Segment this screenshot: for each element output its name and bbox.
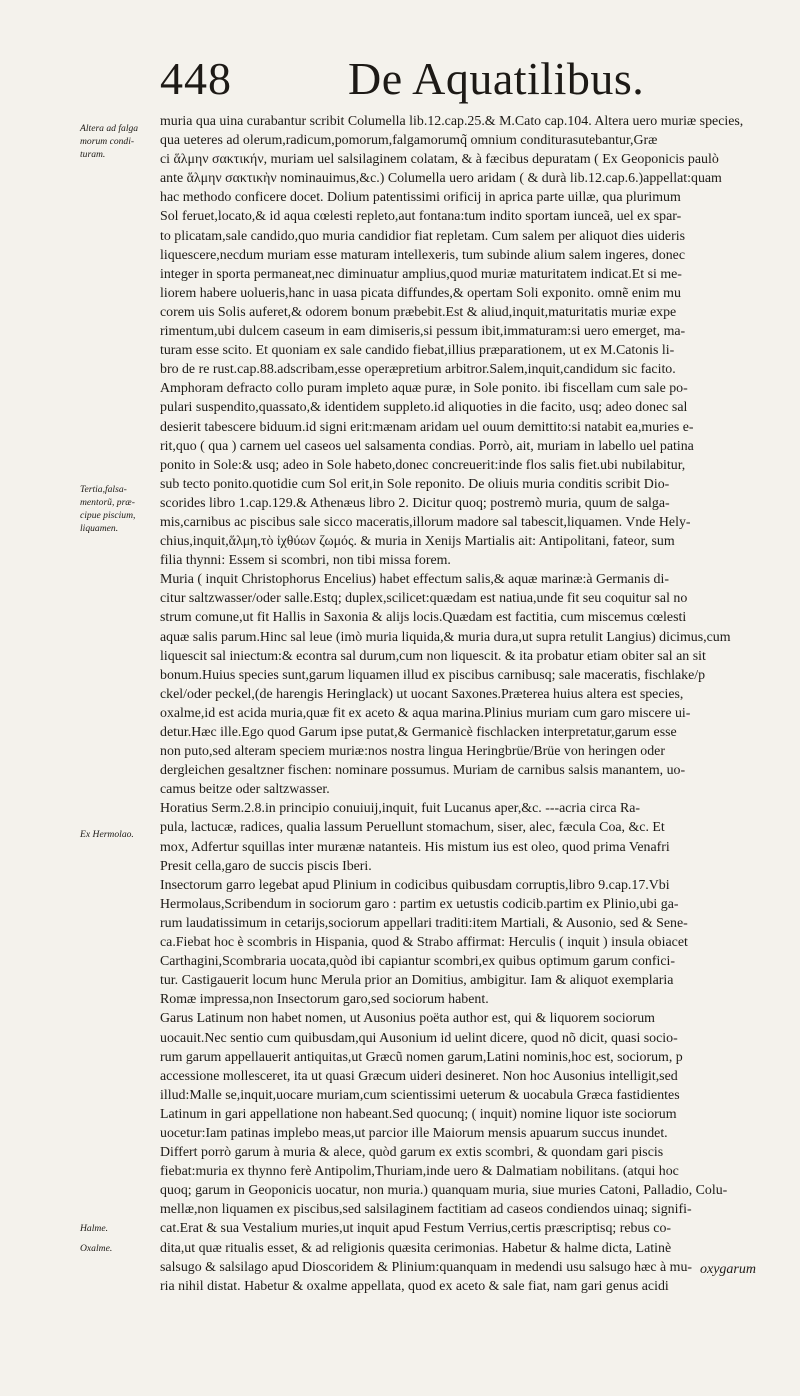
text-line: qua ueteres ad olerum,radicum,pomorum,falgamorumq̃ omnium conditurasutebantur,Græ: [160, 133, 658, 149]
text-line: Garus Latinum non habet nomen, ut Ausonius poëta author est, qui & liquorem sociorum: [160, 1011, 655, 1027]
text-line: salsugo & salsilago apud Dioscoridem & Plinium:quanquam in medendi usu salsugo hæc à mu-: [160, 1259, 693, 1275]
text-line: Differt porrò garum à muria & alece, quòd garum ex extis scombri, & quondam gari piscis: [160, 1145, 664, 1161]
running-title: De Aquatilibus.: [348, 53, 645, 104]
text-line: bonum.Huius species sunt,garum liquamen illud ex piscibus carnibusq; sale maceratis, fischlake/p: [160, 667, 706, 683]
text-line: liquescit sal iniectum:& econtra sal durum,cum non liquescit. & ita probatur etiam obiter sal an sit: [160, 648, 706, 664]
text-line: Carthagini,Scombraria uocata,quòd ibi capiantur scombri,ex quibus optimum garum confici-: [160, 954, 675, 970]
margin-line: turam.: [80, 149, 106, 160]
text-line: Romæ impressa,non Insectorum garo,sed sociorum habent.: [160, 992, 489, 1008]
text-line: turam esse scito. Et quoniam ex sale candido fiebat,illius præparationem, ut ex M.Catonis li-: [160, 343, 675, 359]
text-line: uocauit.Nec sentio cum quibusdam,qui Ausonium id uelint dicere, quod nõ dicit, quasi socio-: [160, 1030, 678, 1046]
text-line: detur.Hæc ille.Ego quod Garum ipse putat,& Germanicè fischlacken interpretatur,garum esse: [160, 725, 677, 740]
text-line: Amphoram defracto collo puram impleto aquæ puræ, in Sole ponito. ibi fiscellam cum sale po-: [160, 381, 688, 397]
text-line: Muria ( inquit Christophorus Encelius) habet effectum salis,& aquæ marinæ:à Germanis di-: [160, 572, 669, 588]
text-line: muria qua uina curabantur scribit Columella lib.12.cap.25.& M.Cato cap.104. Altera uero muriæ species,: [160, 114, 744, 129]
margin-line: liquamen.: [80, 523, 119, 534]
text-line: rum laudatissimum in cetarijs,sociorum appellari traditi:item Martiali, & Ausonio, sed & Sene-: [160, 915, 688, 931]
text-line: tur. Castigauerit locum hunc Merula prior an Domitius, ambigitur. Iam & aliquot exemplaria: [160, 973, 674, 989]
text-line: Insectorum garro legebat apud Plinium in codicibus quibusdam corruptis,libro 9.cap.17.Vbi: [160, 877, 670, 893]
text-line: hac methodo conficere docet. Dolium patentissimi orificij in aprica parte uillæ, qua plurimum: [160, 190, 681, 206]
text-line: filia thynni: Essem si scombri, non tibi missa forem.: [160, 553, 451, 569]
text-line: ria nihil distat. Habetur & oxalme appellata, quod ex aceto & sale fiat, nam gari genus acidi: [160, 1278, 669, 1294]
text-line: corem uis Solis auferet,& odorem bonum præbebit.Est & aliud,inquit,maturitatis muriæ expe: [160, 304, 677, 320]
text-line: dita,ut quæ ritualis esset, & ad religionis quæsita cerimonias. Habetur & halme dicta, Latinè: [160, 1240, 672, 1256]
text-line: rum garum appellauerit antiquitas,ut Græcũ nomen garum,Latini nominis,hoc est, sociorum, p: [160, 1049, 683, 1065]
text-line: ckel/oder peckel,(de harengis Heringlack) ut uocant Saxones.Præterea huius altera est species,: [160, 686, 684, 702]
text-line: Horatius Serm.2.8.in principio conuiuij,inquit, fuit Lucanus aper,&c. ---acria circa Ra-: [160, 801, 641, 817]
text-line: mis,carnibus ac piscibus sale sicco maceratis,illorum madore sal tabescit,liquamen. Vnde Hely-: [160, 514, 691, 530]
text-line: mox, Adfertur squillas inter murænæ natanteis. His mistum ius est oleo, quod prima Venafri: [160, 839, 670, 855]
margin-note: [80, 1222, 170, 1235]
text-line: Hermolaus,Scribendum in sociorum garo : partim ex uetustis codicib.partim ex Plinio,ubi ga-: [160, 896, 679, 912]
text-line: sub tecto ponito.quotidie cum Sol erit,in Sole reponito. De oliuis muria conditis scribit Dio-: [160, 476, 670, 492]
margin-line: Halme.: [80, 1223, 108, 1234]
text-line: Presit cella,garo de succis piscis Iberi.: [160, 858, 372, 874]
text-line: pula, lactucæ, radices, qualia lassum Peruellunt stomachum, siser, alec, fæcula Coa, &c. Et: [160, 820, 665, 836]
text-line: rimentum,ubi dulcem caseum in eam dimiseris,si pessum ibit,immaturam:si uero emerget, ma-: [160, 324, 686, 340]
text-line: oxalme,id est acida muria,quæ fit ex aceto & aqua marina.Plinius muriam cum garo miscere ui-: [160, 705, 691, 721]
page-header: [150, 52, 790, 112]
margin-note: [80, 1242, 170, 1255]
text-line: rit,quo ( qua ) carnem uel caseos uel salsamenta condias. Porrò, ait, muriam in labello uel patina: [160, 438, 694, 454]
body-text: [160, 112, 792, 1296]
text-line: dergleichen gesaltzner fischen: nominare possumus. Muriam de carnibus salsis manantem, uo-: [160, 763, 686, 779]
text-line: chius,inquit,ἅλμη,τὸ ἰχθύων ζωμός. & muria in Xenijs Martialis ait: Antipolitani, fateor, sum: [160, 534, 675, 550]
text-line: bro de re rust.cap.88.adscribam,esse operæpretium arbitror.Salem,inquit,candidum sic facito.: [160, 362, 676, 378]
text-line: mellæ,non liquamen ex piscibus,sed salsilaginem factitiam ad caseos condiendos uinaq; signifi-: [160, 1202, 692, 1218]
text-line: liorem habere uolueris,hanc in uasa picata diffundes,& opertam Soli exponito. omnẽ enim mu: [160, 285, 681, 301]
text-line: accessione mollesceret, ita ut quasi Græcum uideri desineret. Non hoc Ausonius intelligit,sed: [160, 1068, 678, 1084]
text-line: ci ἅλμην σακτικήν, muriam uel salsilaginem colatam, & à fæcibus depuratam ( Ex Geoponicis paulò: [160, 152, 719, 168]
margin-note: [80, 122, 170, 161]
text-line: Latinum in gari appellatione non habeant.Sed quocunq; ( inquit) nomine liquor iste sociorum: [160, 1106, 677, 1122]
text-line: camus beitze oder saltzwasser.: [160, 782, 330, 798]
text-line: illud:Malle se,inquit,uocare muriam,cum scientissimi ueterum & uocabula Græca fastidientes: [160, 1087, 680, 1103]
text-line: fiebat:muria ex thynno ferè Antipolim,Thuriam,inde uero & Dalmatiam nobilitans. (atqui hoc: [160, 1164, 679, 1180]
text-line: quoq; garum in Geoponicis uocatur, non muria.) quanquam muria, siue muries Catoni, Palladio, Colu-: [160, 1183, 728, 1199]
margin-line: morum condi-: [80, 136, 135, 147]
text-line: Sol feruet,locato,& id aqua cœlesti repleto,aut fontana:tum indito sportam iunceã, uel ex spar-: [160, 209, 682, 225]
text-line: scorides libro 1.cap.129.& Athenæus libro 2. Dicitur quoq; postremò muria, quum de salga-: [160, 495, 670, 511]
text-line: to plicatam,sale candido,quo muria candidior fiat repletam. Cum salem per aliquot dies uideris: [160, 228, 685, 244]
text-line: ante ἅλμην σακτικὴν nominauimus,&c.) Columella uero aridam ( & durà lib.12.cap.6.)appellat:quam: [160, 171, 722, 187]
text-line: ca.Fiebat hoc è scombris in Hispania, quod & Strabo affirmat: Herculis ( inquit ) insula obiacet: [160, 935, 688, 951]
margin-line: Ex Hermolao.: [80, 829, 134, 840]
margin-note: [80, 828, 170, 841]
text-line: strum comune,ut fit Hallis in Saxonia & alijs locis.Quædam est factitia, cum miscemus cœlesti: [160, 610, 687, 626]
page-number: 448: [160, 53, 232, 104]
margin-line: Oxalme.: [80, 1243, 113, 1254]
text-line: desierit tabescere biduum.id signi erit:mænam aridam uel ouum demittito:si natabit ea,muries e-: [160, 419, 694, 435]
margin-line: cipue piscium,: [80, 510, 136, 521]
margin-line: Tertia,falsa-: [80, 484, 127, 495]
text-line: pulari suspendito,quassato,& identidem suppleto.id aliquoties in die facito, usq; adeo donec sal: [160, 400, 688, 416]
text-line: ponito in Sole:& usq; adeo in Sole habeto,donec concreuerit:inde flos salis fiet.ubi nubilabitur,: [160, 457, 686, 473]
text-line: integer in sporta permaneat,nec diminuatur amplius,quod muriæ maturitatem indicat.Et si me-: [160, 266, 682, 282]
text-line: non puto,sed alteram speciem muriæ:nos nostra lingua Heringbrüe/Brüe von heringen oder: [160, 744, 665, 760]
text-line: uocetur:Iam patinas implebo meas,ut parcior ille Maiorum mensis apuarum succus inundet.: [160, 1125, 668, 1141]
margin-note: [80, 483, 170, 535]
text-line: aquæ salis parum.Hinc sal leue (imò muria liquida,& muria dura,ut supra retulit Langius) dicimus,cum: [160, 629, 731, 645]
text-line: liquescere,necdum muriam esse maturam intellexeris, tum subinde alium salem ingeres, donec: [160, 247, 685, 263]
margin-line: mentorũ, præ-: [80, 497, 135, 508]
text-line: citur saltzwasser/oder salle.Estq; duplex,scilicet:quædam est natiua,unde fit seu coquitur sal no: [160, 591, 688, 607]
margin-line: Altera ad falga: [80, 123, 139, 134]
catchword: oxygarum: [700, 1262, 756, 1277]
text-line: cat.Erat & sua Vestalium muries,ut inquit apud Festum Verrius,certis præscriptisq; rebus co-: [160, 1221, 672, 1237]
